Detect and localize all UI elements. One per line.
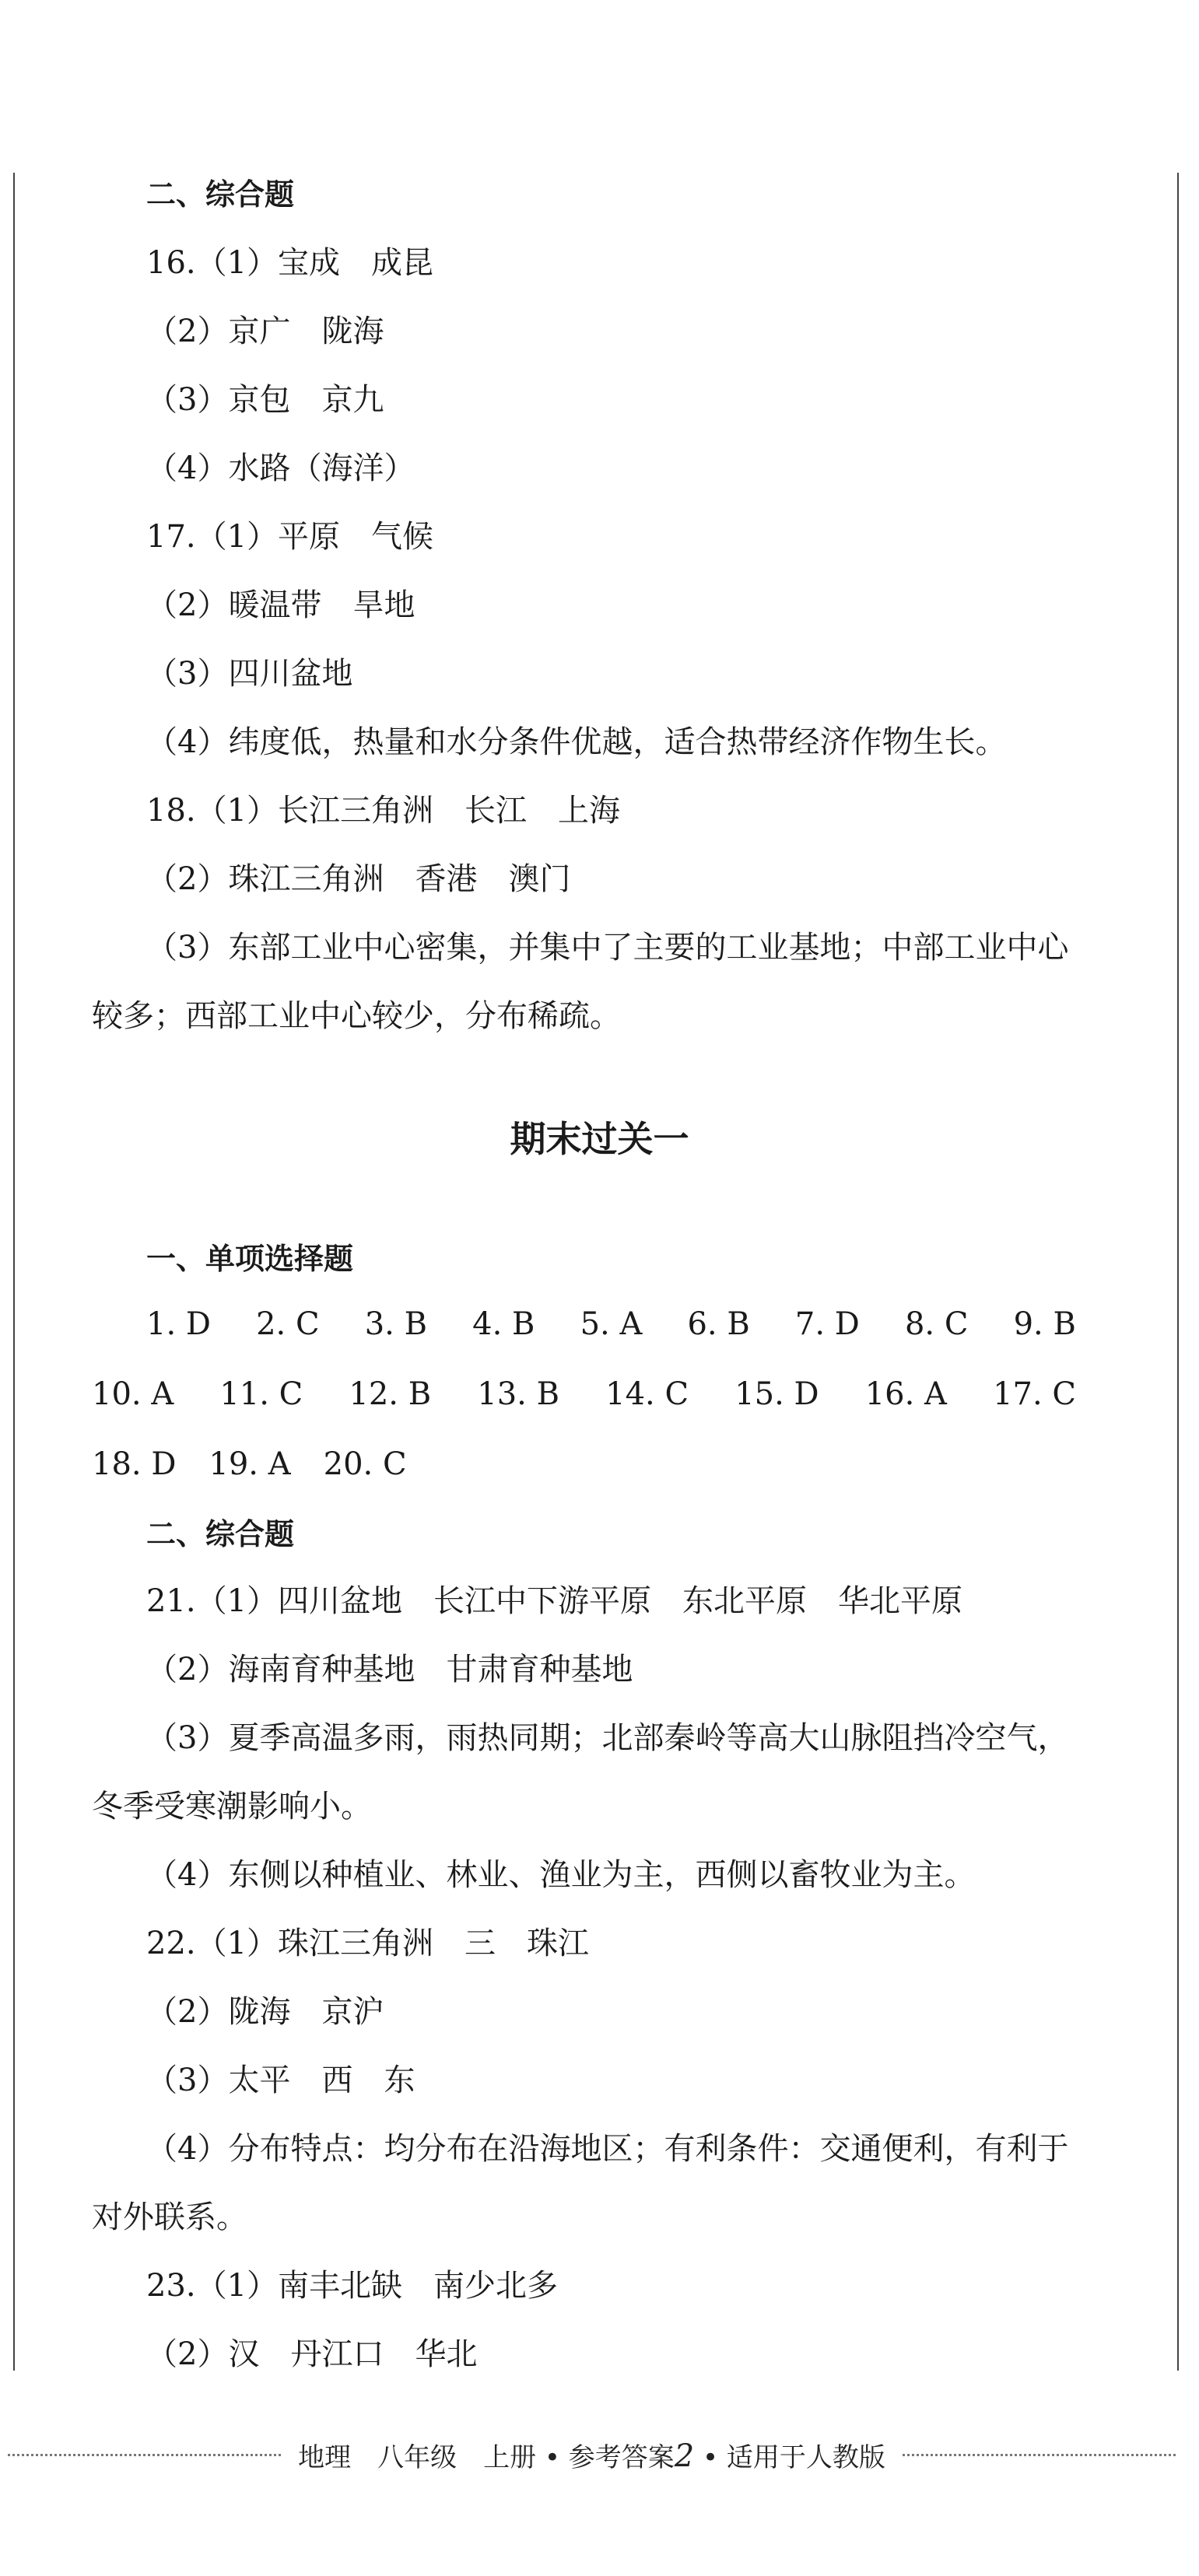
mcq-answer: 20. C bbox=[323, 1446, 407, 1482]
footer-suffix: • 适用于人教版 bbox=[694, 2441, 885, 2473]
answer-line: （2）陇海 京沪 bbox=[146, 1994, 384, 2030]
answer-line-continued: 冬季受寒潮影响小。 bbox=[92, 1789, 372, 1824]
section-heading-comprehensive-top: 二、综合题 bbox=[146, 177, 295, 212]
section-heading-comprehensive: 二、综合题 bbox=[146, 1517, 295, 1551]
mcq-answer: 17. C bbox=[993, 1376, 1076, 1412]
answer-line: 16.（1）宝成 成昆 bbox=[146, 245, 434, 281]
mcq-answer: 9. B bbox=[1013, 1306, 1076, 1342]
answer-line: （2）京广 陇海 bbox=[146, 314, 384, 349]
left-border-line bbox=[13, 173, 15, 2371]
mcq-answer: 10. A bbox=[92, 1376, 174, 1412]
answer-line: 22.（1）珠江三角洲 三 珠江 bbox=[146, 1926, 590, 1961]
answer-line: （4）分布特点：均分布在沿海地区；有利条件：交通便利，有利于 bbox=[146, 2131, 1069, 2167]
mcq-answer: 8. C bbox=[904, 1306, 969, 1342]
page-footer bbox=[0, 2431, 1199, 2478]
answer-line: 21.（1）四川盆地 长江中下游平原 东北平原 华北平原 bbox=[146, 1583, 963, 1619]
answer-line: （3）太平 西 东 bbox=[146, 2063, 415, 2098]
answer-line: （2）汉 丹江口 华北 bbox=[146, 2336, 478, 2372]
answer-line: （4）纬度低，热量和水分条件优越，适合热带经济作物生长。 bbox=[146, 724, 1007, 760]
footer-dotted-rule-left bbox=[8, 2454, 281, 2456]
answer-line: （2）珠江三角洲 香港 澳门 bbox=[146, 861, 571, 897]
mcq-row-2 bbox=[92, 1374, 1076, 1414]
mcq-answer: 6. B bbox=[687, 1306, 750, 1342]
section-heading-single-choice: 一、单项选择题 bbox=[146, 1242, 354, 1276]
answer-line: 18.（1）长江三角洲 长江 上海 bbox=[146, 793, 621, 829]
mcq-answer: 18. D bbox=[92, 1446, 177, 1482]
answer-line: （2）暖温带 旱地 bbox=[146, 587, 415, 623]
mcq-answer: 14. C bbox=[605, 1376, 689, 1412]
mcq-answer: 7. D bbox=[794, 1306, 860, 1342]
mcq-answer: 5. A bbox=[580, 1306, 643, 1342]
footer-prefix: 地理 八年级 上册 • 参考答案 bbox=[298, 2441, 675, 2473]
answer-line: （3）东部工业中心密集，并集中了主要的工业基地；中部工业中心 bbox=[146, 930, 1069, 966]
answer-line: 17.（1）平原 气候 bbox=[146, 519, 434, 555]
footer-text bbox=[298, 2436, 885, 2474]
answer-line: （3）京包 京九 bbox=[146, 382, 384, 418]
answer-line-continued: 对外联系。 bbox=[92, 2199, 247, 2235]
mcq-answer: 3. B bbox=[364, 1306, 427, 1342]
mcq-answer: 19. A bbox=[209, 1446, 291, 1482]
answer-line: （2）海南育种基地 甘肃育种基地 bbox=[146, 1652, 633, 1688]
mcq-answer: 2. C bbox=[256, 1306, 320, 1342]
mcq-answer: 15. D bbox=[734, 1376, 819, 1412]
footer-dotted-rule-right bbox=[903, 2454, 1176, 2456]
mcq-row-3 bbox=[92, 1444, 419, 1484]
mcq-answer: 12. B bbox=[349, 1376, 432, 1412]
mcq-answer: 1. D bbox=[146, 1306, 211, 1342]
answer-line-continued: 较多；西部工业中心较少，分布稀疏。 bbox=[92, 998, 621, 1034]
mcq-answer: 13. B bbox=[477, 1376, 559, 1412]
mcq-answer: 11. C bbox=[219, 1376, 303, 1412]
answer-line: 23.（1）南丰北缺 南少北多 bbox=[146, 2268, 559, 2304]
page-title: 期末过关一 bbox=[510, 1118, 689, 1160]
page-number: 2 bbox=[674, 2438, 695, 2474]
mcq-answer: 16. A bbox=[864, 1376, 947, 1412]
answer-line: （3）夏季高温多雨，雨热同期；北部秦岭等高大山脉阻挡冷空气， bbox=[146, 1720, 1069, 1756]
answer-line: （4）东侧以种植业、林业、渔业为主，西侧以畜牧业为主。 bbox=[146, 1857, 976, 1893]
mcq-row-1 bbox=[146, 1304, 1076, 1344]
answer-line: （3）四川盆地 bbox=[146, 656, 353, 692]
answer-line: （4）水路（海洋） bbox=[146, 450, 415, 486]
right-border-line bbox=[1177, 173, 1179, 2371]
mcq-answer: 4. B bbox=[472, 1306, 535, 1342]
